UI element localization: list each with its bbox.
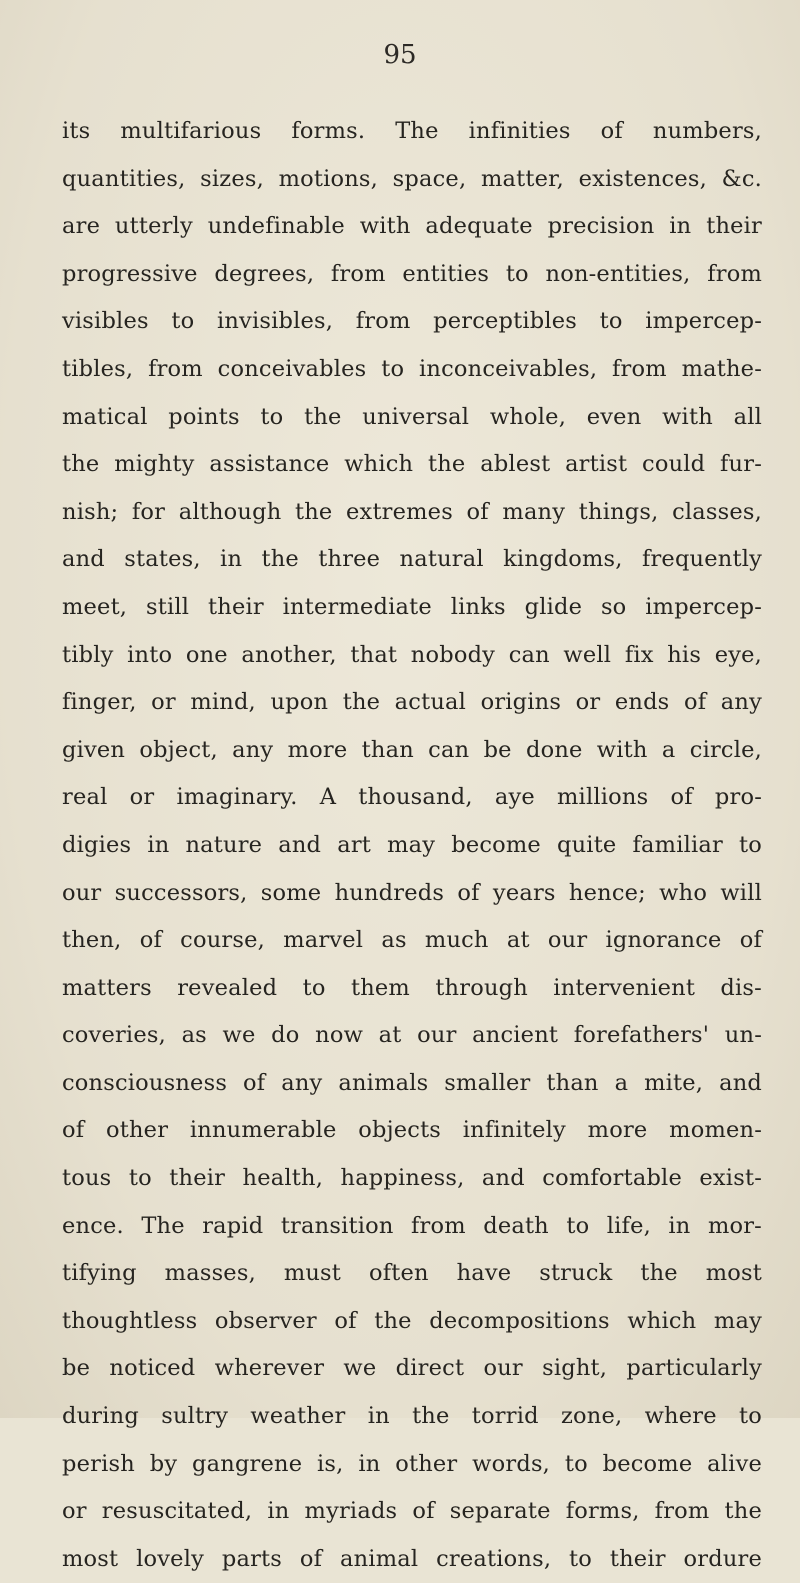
text-line: matters revealed to them through intervenient dis- [62, 974, 762, 1001]
text-line: consciousness of any animals smaller than a mite, and [62, 1069, 762, 1096]
text-line: coveries, as we do now at our ancient forefathers' un- [62, 1022, 762, 1049]
text-line: then, of course, marvel as much at our ignorance of [62, 927, 762, 954]
text-line: are utterly undefinable with adequate precision in their [62, 213, 762, 240]
text-line: thoughtless observer of the decompositions which may [62, 1307, 762, 1334]
text-line: tibly into one another, that nobody can well fix his eye, [62, 641, 762, 668]
text-line: finger, or mind, upon the actual origins or ends of any [62, 689, 762, 716]
text-line: perish by gangrene is, in other words, to become alive [62, 1450, 762, 1477]
text-line: most lovely parts of animal creations, to their ordure [62, 1545, 762, 1572]
text-line: during sultry weather in the torrid zone, where to [62, 1403, 762, 1430]
text-line: given object, any more than can be done with a circle, [62, 736, 762, 763]
text-line: of other innumerable objects infinitely more momen- [62, 1117, 762, 1144]
text-line: or resuscitated, in myriads of separate forms, from the [62, 1498, 762, 1525]
text-line: the mighty assistance which the ablest artist could fur- [62, 451, 762, 478]
text-line: be noticed wherever we direct our sight, particularly [62, 1355, 762, 1382]
text-line: real or imaginary. A thousand, aye millions of pro- [62, 784, 762, 811]
text-line: its multifarious forms. The infinities of numbers, [62, 118, 762, 144]
text-line: meet, still their intermediate links glide so impercep- [62, 593, 762, 620]
page-number: 95 [383, 40, 417, 70]
text-line: progressive degrees, from entities to non-entities, from [62, 260, 762, 287]
text-line: digies in nature and art may become quite familiar to [62, 831, 762, 858]
text-line: matical points to the universal whole, even with all [62, 403, 762, 430]
text-line: our successors, some hundreds of years hence; who will [62, 879, 762, 906]
text-line: quantities, sizes, motions, space, matter, existences, &c. [62, 165, 762, 192]
text-line: tous to their health, happiness, and comfortable exist- [62, 1165, 762, 1192]
text-line: tifying masses, must often have struck the most [62, 1260, 762, 1287]
text-line: nish; for although the extremes of many things, classes, [62, 498, 762, 525]
text-line: and states, in the three natural kingdoms, frequently [62, 546, 762, 573]
body-text [62, 108, 762, 1583]
text-line: ence. The rapid transition from death to life, in mor- [62, 1212, 762, 1239]
text-line: tibles, from conceivables to inconceivables, from mathe- [62, 355, 762, 382]
text-line: visibles to invisibles, from perceptibles to impercep- [62, 308, 762, 335]
